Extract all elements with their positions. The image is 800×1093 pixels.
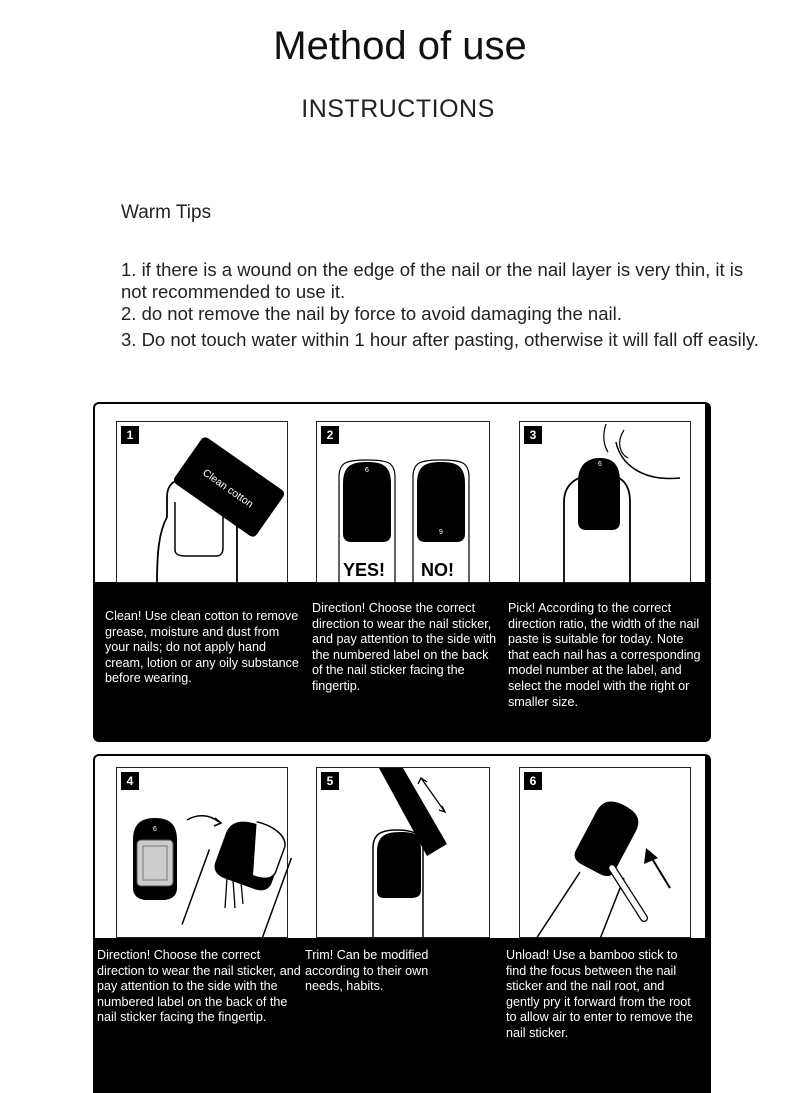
nail-icon	[117, 768, 289, 939]
yes-label: YES!	[343, 560, 386, 580]
arrow-icon	[187, 816, 219, 822]
step-1-number: 1	[121, 426, 139, 444]
step-2-caption: Direction! Choose the correct direction to wear the nail sticker, and pay attention to the side with the numbered label on the back of the nail sticker facing the fingertip.	[312, 601, 497, 693]
illustration-row-bottom	[95, 756, 705, 938]
step-5-caption: Trim! Can be modified according to their own needs, habits.	[305, 948, 429, 994]
nail-number-9: 9	[439, 529, 443, 536]
step-3-caption: Pick! According to the correct direction ratio, the width of the nail paste is suitable for today. Note that each nail has a corresponding model number at the label, and select the model with the right or smaller size.	[508, 601, 701, 709]
warm-tips-heading: Warm Tips	[121, 202, 212, 223]
step-4-caption: Direction! Choose the correct direction to wear the nail sticker, and pay attention to the side with the numbered label on the back of the nail sticker facing the fingertip.	[97, 948, 301, 1025]
cotton-label: Clean cotton	[200, 466, 256, 511]
step-3-number: 3	[524, 426, 542, 444]
warm-tips-list	[121, 259, 771, 351]
stick-icon	[520, 768, 692, 939]
nail-file-icon	[317, 768, 491, 939]
step-6-number: 6	[524, 772, 542, 790]
step-3-frame	[519, 421, 691, 583]
step-6-frame	[519, 767, 691, 938]
tip-3: 3. Do not touch water within 1 hour after pasting, otherwise it will fall off easily.	[121, 329, 759, 350]
no-label: NO!	[421, 560, 454, 580]
nail-number: 6	[153, 826, 157, 833]
step-1-caption: Clean! Use clean cotton to remove grease, moisture and dust from your nails; do not apply hand cream, lotion or any oily substance before wearing.	[105, 609, 299, 686]
step-5-frame	[316, 767, 490, 938]
steps-panel-bottom	[93, 754, 711, 1093]
page-subtitle: INSTRUCTIONS	[301, 95, 495, 123]
page-title: Method of use	[273, 24, 527, 68]
step-2-frame	[316, 421, 490, 583]
tip-1: 1. if there is a wound on the edge of the nail or the nail layer is very thin, it is not recommended to use it.	[121, 259, 744, 302]
steps-panel-top	[93, 402, 711, 742]
step-4-number: 4	[121, 772, 139, 790]
step-6-caption: Unload! Use a bamboo stick to find the focus between the nail sticker and the nail root, and gently pry it forward from the root to allow air to enter to remove the nail sticker.	[506, 948, 693, 1040]
nail-number: 6	[598, 461, 602, 468]
step-5-number: 5	[321, 772, 339, 790]
step-4-frame	[116, 767, 288, 938]
cotton-pad-icon	[117, 422, 289, 584]
illustration-row-top	[95, 404, 705, 582]
tip-2: 2. do not remove the nail by force to avoid damaging the nail.	[121, 303, 622, 324]
step-1-frame	[116, 421, 288, 583]
finger-icon	[520, 422, 692, 584]
nail-number-6: 6	[365, 467, 369, 474]
step-2-number: 2	[321, 426, 339, 444]
